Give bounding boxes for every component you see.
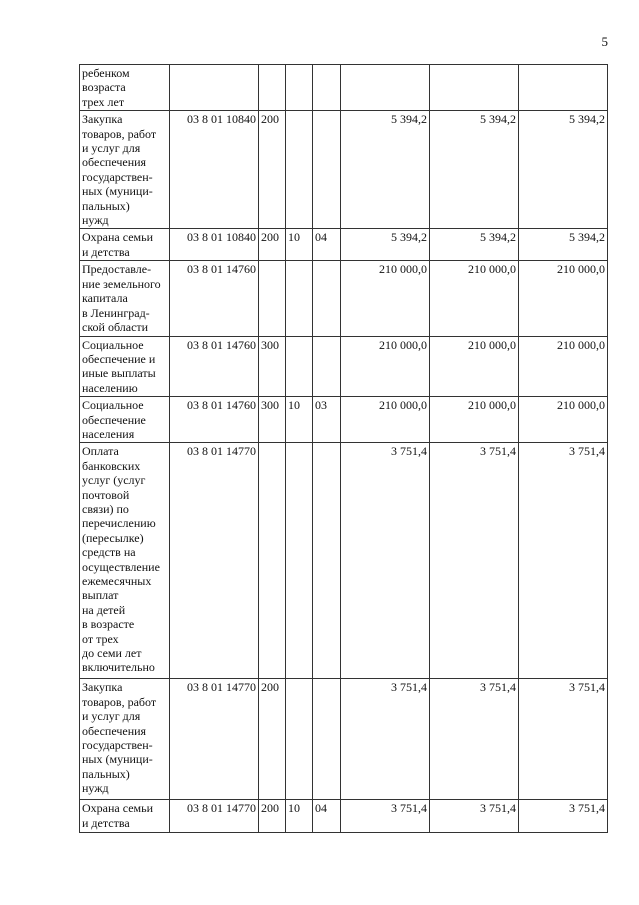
row-subsection: 04: [313, 800, 341, 833]
row-expense-type: 200: [259, 229, 286, 261]
row-amount-year-2: 210 000,0: [430, 336, 519, 397]
row-amount-year-1: 5 394,2: [341, 111, 430, 229]
row-expense-type: [259, 443, 286, 679]
row-name: Социальное обеспечение населения: [80, 397, 170, 443]
row-amount-year-3: 3 751,4: [519, 800, 608, 833]
row-expense-type: 300: [259, 397, 286, 443]
row-expense-type: 200: [259, 111, 286, 229]
budget-table: [79, 64, 608, 833]
row-amount-year-3: [519, 65, 608, 111]
row-expense-type: [259, 65, 286, 111]
row-amount-year-2: 3 751,4: [430, 800, 519, 833]
row-expense-type: [259, 261, 286, 336]
row-amount-year-2: 210 000,0: [430, 261, 519, 336]
row-section: 10: [286, 397, 313, 443]
row-amount-year-2: 3 751,4: [430, 443, 519, 679]
row-amount-year-3: 210 000,0: [519, 397, 608, 443]
row-subsection: [313, 336, 341, 397]
row-target-code: 03 8 01 14770: [170, 800, 259, 833]
row-expense-type: 200: [259, 679, 286, 800]
row-amount-year-1: 3 751,4: [341, 800, 430, 833]
table-row: [80, 229, 608, 261]
row-amount-year-3: 5 394,2: [519, 111, 608, 229]
row-amount-year-1: 5 394,2: [341, 229, 430, 261]
row-subsection: 04: [313, 229, 341, 261]
table-row: [80, 679, 608, 800]
row-amount-year-2: 210 000,0: [430, 397, 519, 443]
row-expense-type: 300: [259, 336, 286, 397]
row-name: Закупка товаров, работ и услуг для обеспечения государствен- ных (муници- пальных) нужд: [80, 111, 170, 229]
table-row: [80, 65, 608, 111]
row-amount-year-1: 3 751,4: [341, 679, 430, 800]
row-subsection: [313, 261, 341, 336]
row-target-code: 03 8 01 14760: [170, 336, 259, 397]
row-expense-type: 200: [259, 800, 286, 833]
row-amount-year-2: 5 394,2: [430, 229, 519, 261]
row-name: Социальное обеспечение и иные выплаты населению: [80, 336, 170, 397]
row-amount-year-2: [430, 65, 519, 111]
row-name: ребенком возраста трех лет: [80, 65, 170, 111]
row-amount-year-1: 210 000,0: [341, 397, 430, 443]
table-row: [80, 336, 608, 397]
row-name: Закупка товаров, работ и услуг для обеспечения государствен- ных (муници- пальных) нужд: [80, 679, 170, 800]
row-name: Предоставле- ние земельного капитала в Ленинград- ской области: [80, 261, 170, 336]
row-amount-year-1: 210 000,0: [341, 261, 430, 336]
row-amount-year-3: 210 000,0: [519, 261, 608, 336]
row-name: Охрана семьи и детства: [80, 229, 170, 261]
row-name: Охрана семьи и детства: [80, 800, 170, 833]
page-number: 5: [601, 34, 608, 49]
row-name: Оплата банковских услуг (услуг почтовой связи) по перечислению (пересылке) средств на осуществление ежемесячных выплат на детей в возрасте от трех до семи лет включительно: [80, 443, 170, 679]
row-section: [286, 111, 313, 229]
row-target-code: 03 8 01 10840: [170, 229, 259, 261]
row-section: [286, 336, 313, 397]
row-target-code: 03 8 01 10840: [170, 111, 259, 229]
row-amount-year-3: 210 000,0: [519, 336, 608, 397]
row-amount-year-3: 3 751,4: [519, 443, 608, 679]
row-subsection: [313, 65, 341, 111]
row-section: 10: [286, 800, 313, 833]
row-target-code: 03 8 01 14760: [170, 397, 259, 443]
row-amount-year-2: 5 394,2: [430, 111, 519, 229]
row-amount-year-1: [341, 65, 430, 111]
row-target-code: 03 8 01 14770: [170, 679, 259, 800]
row-amount-year-3: 3 751,4: [519, 679, 608, 800]
table-row: [80, 261, 608, 336]
row-subsection: [313, 679, 341, 800]
table-row: [80, 443, 608, 679]
row-target-code: 03 8 01 14760: [170, 261, 259, 336]
row-section: [286, 679, 313, 800]
row-section: [286, 65, 313, 111]
row-subsection: 03: [313, 397, 341, 443]
row-target-code: 03 8 01 14770: [170, 443, 259, 679]
row-section: [286, 443, 313, 679]
table-row: [80, 800, 608, 833]
row-subsection: [313, 443, 341, 679]
row-target-code: [170, 65, 259, 111]
row-section: [286, 261, 313, 336]
row-subsection: [313, 111, 341, 229]
row-amount-year-3: 5 394,2: [519, 229, 608, 261]
row-section: 10: [286, 229, 313, 261]
row-amount-year-1: 3 751,4: [341, 443, 430, 679]
table-row: [80, 111, 608, 229]
table-row: [80, 397, 608, 443]
row-amount-year-2: 3 751,4: [430, 679, 519, 800]
row-amount-year-1: 210 000,0: [341, 336, 430, 397]
